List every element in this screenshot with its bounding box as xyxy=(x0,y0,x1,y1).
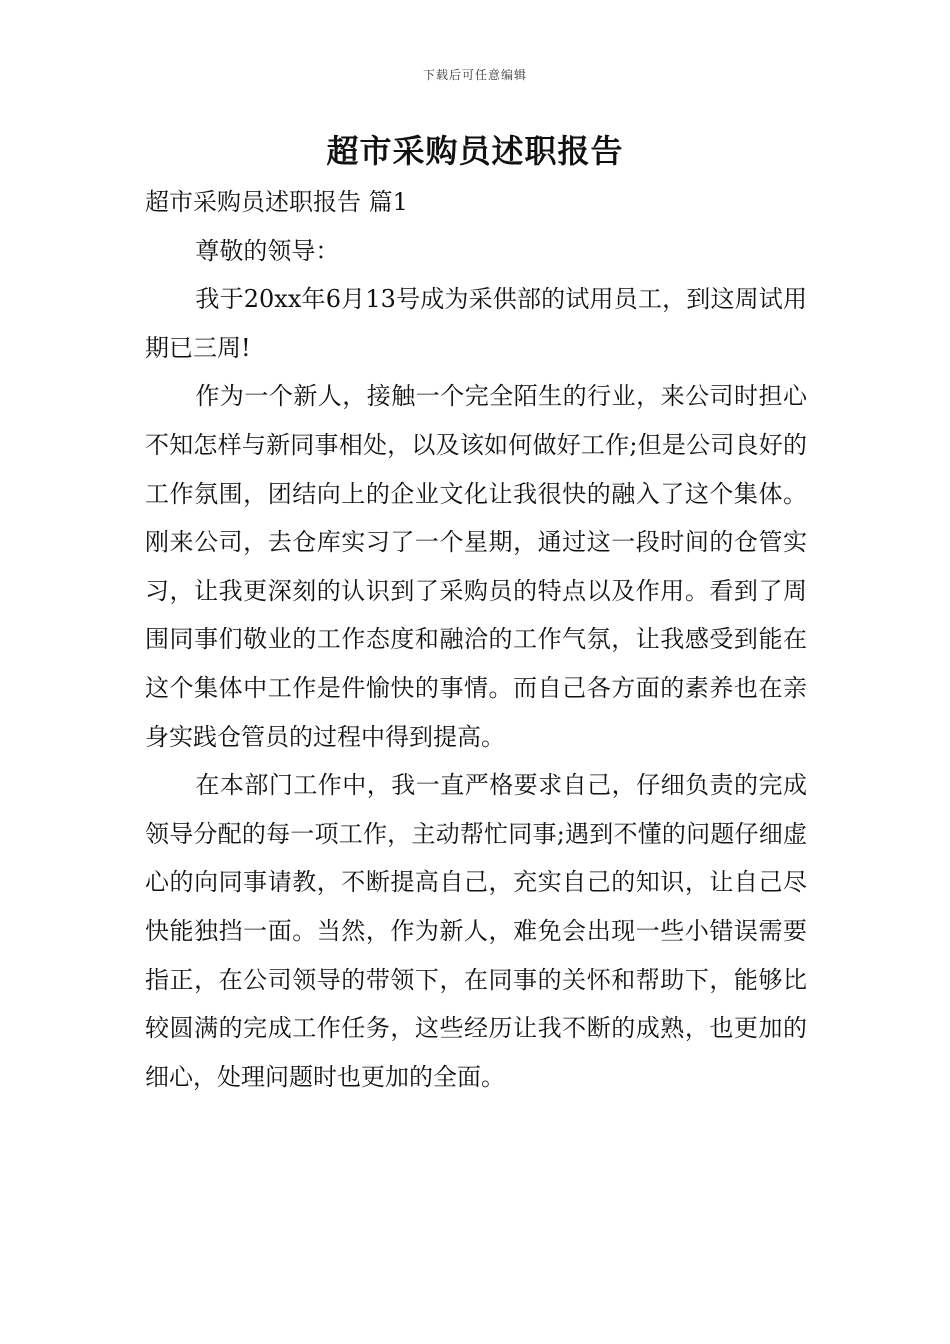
body-paragraph-3: 在本部门工作中，我一直严格要求自己，仔细负责的完成领导分配的每一项工作，主动帮忙同事;遇到不懂的问题仔细虚心的向同事请教，不断提高自己，充实自己的知识，让自己尽快能独挡一面。当然，作为新人，难免会出现一些小错误需要指正，在公司领导的带领下，在同事的关怀和帮助下，能够比较圆满的完成工作任务，这些经历让我不断的成熟，也更加的细心，处理问题时也更加的全面。 xyxy=(145,771,807,1091)
document-body xyxy=(145,178,807,1101)
document-title: 超市采购员述职报告 xyxy=(326,132,624,170)
body-paragraph-2: 作为一个新人，接触一个完全陌生的行业，来公司时担心不知怎样与新同事相处，以及该如何做好工作;但是公司良好的工作氛围，团结向上的企业文化让我很快的融入了这个集体。刚来公司，去仓库实习了一个星期，通过这一段时间的仓管实习，让我更深刻的认识到了采购员的特点以及作用。看到了周围同事们敬业的工作态度和融洽的工作气氛，让我感受到能在这个集体中工作是件愉快的事情。而自己各方面的素养也在亲身实践仓管员的过程中得到提高。 xyxy=(145,382,807,751)
section-heading: 超市采购员述职报告 篇1 xyxy=(145,188,408,216)
salutation: 尊敬的领导： xyxy=(195,236,340,265)
header-note: 下载后可任意编辑 xyxy=(422,68,527,82)
body-paragraph-1: 我于20xx年6月13号成为采供部的试用员工，到这周试用期已三周! xyxy=(145,285,807,362)
